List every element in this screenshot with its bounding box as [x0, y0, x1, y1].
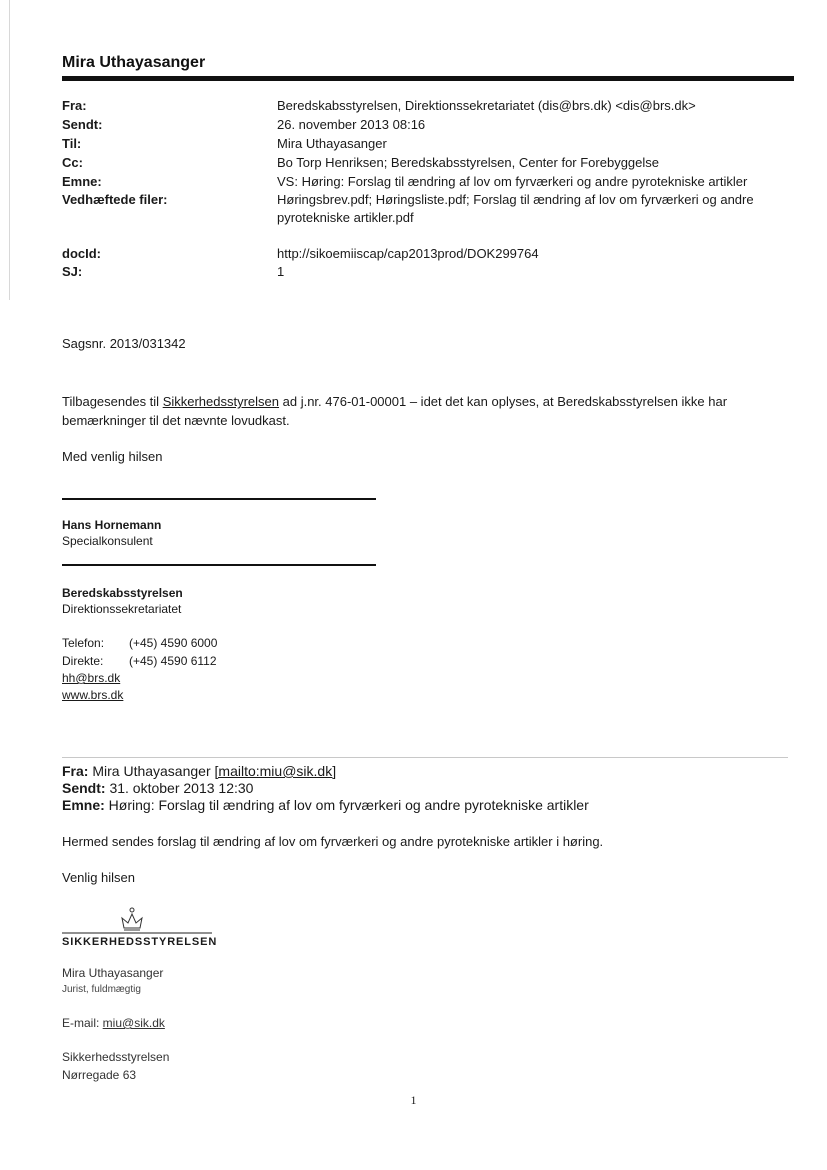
field-label: docId:: [62, 246, 101, 261]
forward-from-row: [62, 763, 336, 780]
field-value: VS: Høring: Forslag til ændring af lov om fyrværkeri og andre pyrotekniske artikler: [277, 174, 748, 189]
header-rule: [62, 76, 794, 81]
signature-divider: [62, 564, 376, 566]
phone-value: (+45) 4590 6000: [129, 636, 218, 650]
attachments-line-1: Høringsbrev.pdf; Høringsliste.pdf; Forslag til ændring af lov om fyrværkeri og andre: [277, 192, 754, 207]
para-line-2: bemærkninger til det nævnte lovudkast.: [62, 413, 290, 428]
forward-from-label: Fra:: [62, 763, 89, 779]
field-value: 1: [277, 264, 285, 279]
direct-label: Direkte:: [62, 654, 104, 668]
phone-row: [62, 635, 217, 652]
forward-email-row: [62, 1016, 165, 1030]
email-link[interactable]: hh@brs.dk: [62, 671, 121, 685]
logo-text: SIKKERHEDSSTYRELSEN: [62, 936, 218, 948]
field-label: Cc:: [62, 155, 83, 170]
case-number: Sagsnr. 2013/031342: [62, 336, 186, 351]
forward-sent-value: 31. oktober 2013 12:30: [105, 780, 254, 796]
field-value: Beredskabsstyrelsen, Direktionssekretariatet (dis@brs.dk) <dis@brs.dk>: [277, 98, 696, 113]
field-label: SJ:: [62, 264, 83, 279]
direct-value: (+45) 4590 6112: [129, 654, 217, 668]
forward-divider: [62, 757, 788, 758]
body-paragraph: [62, 392, 802, 430]
forward-sent-row: [62, 780, 253, 797]
scan-edge: [9, 0, 10, 300]
greeting: Med venlig hilsen: [62, 449, 163, 464]
forward-subject-label: Emne:: [62, 797, 105, 813]
page-number: 1: [410, 1093, 417, 1107]
phone-label: Telefon:: [62, 636, 105, 650]
forward-address: Nørregade 63: [62, 1068, 137, 1082]
signature-divider: [62, 498, 376, 500]
para-suffix: ad j.nr. 476-01-00001 – idet det kan oplyses, at Beredskabsstyrelsen ikke har: [279, 394, 728, 409]
signature-name: Hans Hornemann: [62, 518, 162, 532]
forward-sig-name: Mira Uthayasanger: [62, 966, 164, 980]
field-label: Vedhæftede filer:: [62, 192, 168, 207]
forward-greeting: Venlig hilsen: [62, 870, 135, 885]
forward-from-name: Mira Uthayasanger: [88, 763, 215, 779]
attachments-line-2: pyrotekniske artikler.pdf: [277, 210, 414, 225]
sikkerhedsstyrelsen-link[interactable]: Sikkerhedsstyrelsen: [162, 394, 280, 409]
field-value: 26. november 2013 08:16: [277, 117, 426, 132]
field-label: Til:: [62, 136, 82, 151]
field-value: Bo Torp Henriksen; Beredskabsstyrelsen, Center for Forebyggelse: [277, 155, 660, 170]
forward-body: Hermed sendes forslag til ændring af lov om fyrværkeri og andre pyrotekniske artikler i høring.: [62, 834, 604, 849]
signature-org: Beredskabsstyrelsen: [62, 586, 183, 600]
signature-dept: Direktionssekretariatet: [62, 602, 182, 616]
forward-org: Sikkerhedsstyrelsen: [62, 1050, 170, 1064]
website-link[interactable]: www.brs.dk: [62, 688, 124, 702]
forward-subject-value: Høring: Forslag til ændring af lov om fyrværkeri og andre pyrotekniske artikler: [104, 797, 589, 813]
field-label: Fra:: [62, 98, 87, 113]
para-prefix: Tilbagesendes til: [62, 394, 163, 409]
forward-sig-title: Jurist, fuldmægtig: [62, 984, 141, 995]
forward-email-label: E-mail:: [62, 1016, 103, 1030]
field-label: Emne:: [62, 174, 102, 189]
field-value: Mira Uthayasanger: [277, 136, 387, 151]
signature-title: Specialkonsulent: [62, 534, 153, 548]
sender-name: Mira Uthayasanger: [62, 54, 206, 71]
forward-sent-label: Sendt:: [62, 780, 106, 796]
field-value: http://sikoemiiscap/cap2013prod/DOK299764: [277, 246, 539, 261]
field-value-attachments: [277, 191, 797, 227]
forward-subject-row: [62, 797, 589, 814]
mailto-link[interactable]: [mailto:miu@sik.dk]: [214, 763, 337, 779]
direct-row: [62, 653, 217, 670]
field-label: Sendt:: [62, 117, 103, 132]
forward-email-link[interactable]: miu@sik.dk: [102, 1016, 165, 1030]
